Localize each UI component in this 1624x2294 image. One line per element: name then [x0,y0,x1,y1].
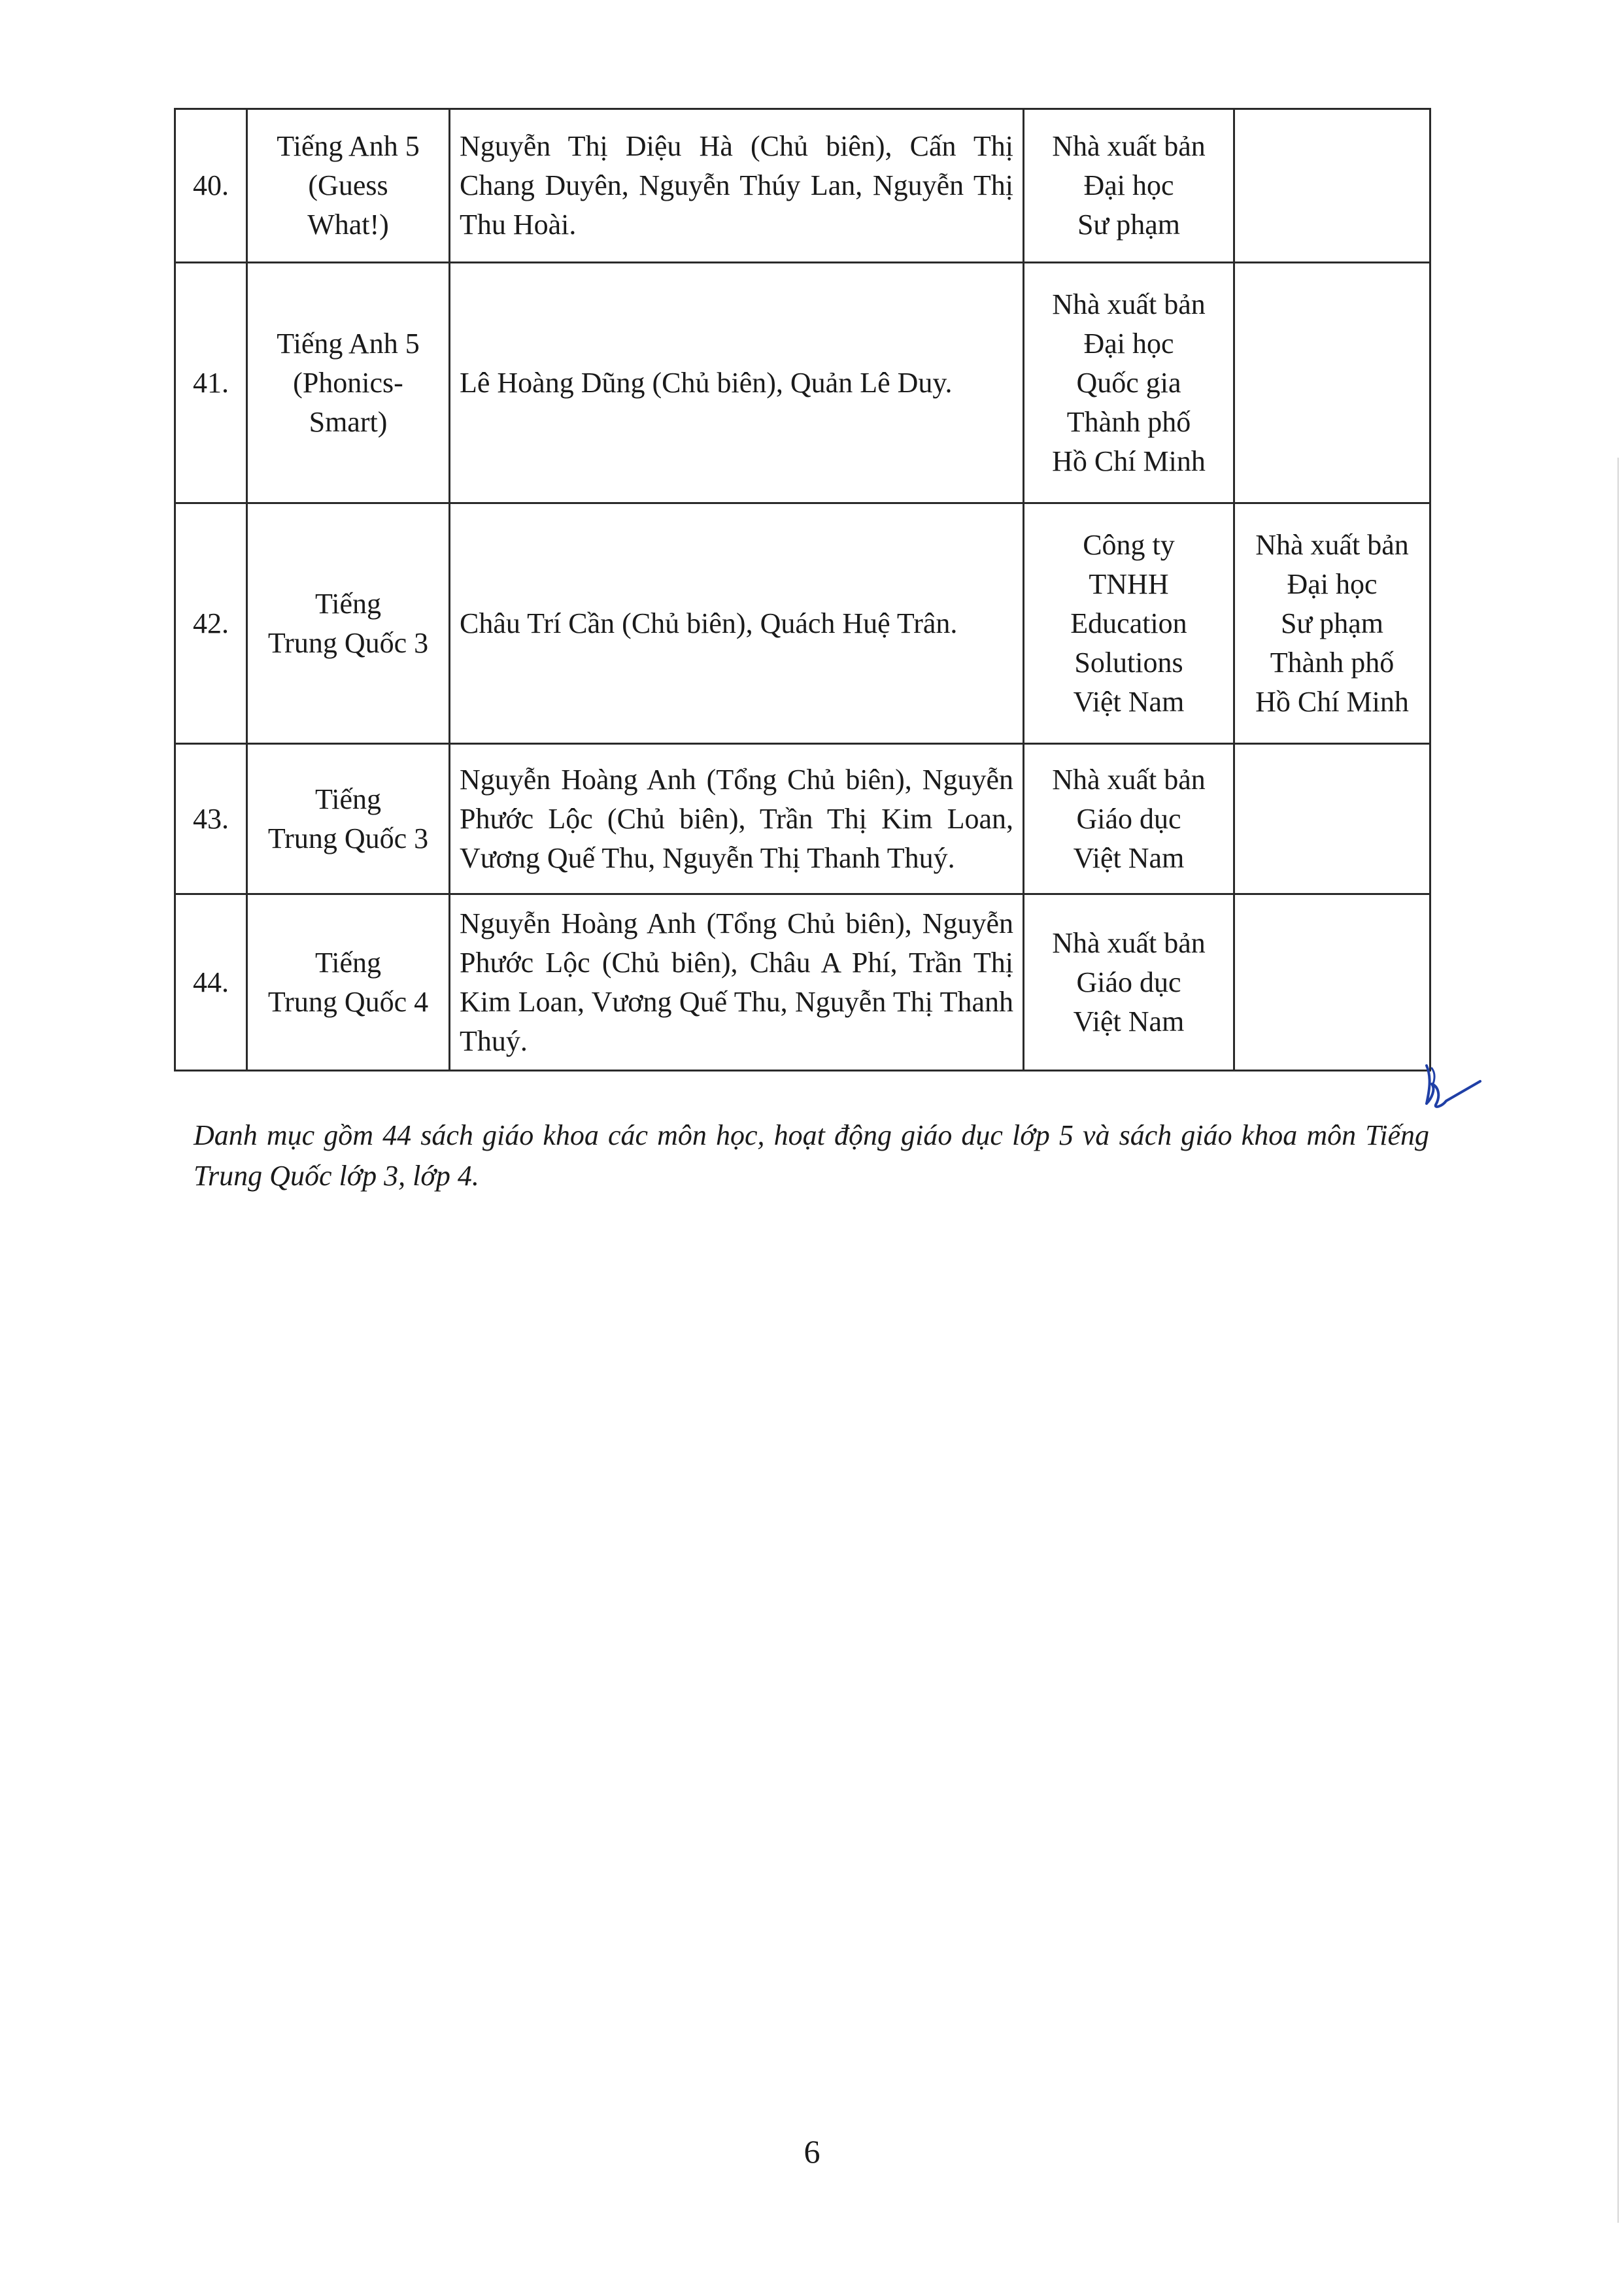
book-authors: Lê Hoàng Dũng (Chủ biên), Quản Lê Duy. [450,263,1024,503]
publisher-line: Việt Nam [1073,841,1185,874]
book-title [247,744,450,894]
book-title [247,263,450,503]
row-number: 40. [175,109,247,263]
title-line: Tiếng Anh 5 [277,130,420,162]
table-row [175,263,1430,503]
publisher-line: Đại học [1083,327,1174,360]
row-number: 43. [175,744,247,894]
scan-margin-line [1617,458,1619,2223]
signature-initials-icon [1412,1058,1484,1117]
book-title [247,503,450,744]
title-line: Tiếng Anh 5 [277,327,420,360]
title-line: (Phonics- [293,366,403,399]
note-line: Thành phố [1270,646,1395,679]
title-line: (Guess [308,169,388,201]
page-number: 6 [804,2133,820,2170]
note-cell [1234,744,1430,894]
row-number: 44. [175,894,247,1071]
title-line: Tiếng [314,587,382,620]
textbook-table [174,108,1431,1071]
publisher-line: Công ty [1083,528,1175,561]
note-line: Đại học [1287,567,1378,600]
publisher [1024,109,1234,263]
publisher-line: Nhà xuất bản [1052,926,1206,959]
publisher-line: Nhà xuất bản [1052,763,1206,796]
publisher [1024,744,1234,894]
title-line: Smart) [309,405,388,438]
title-line: Trung Quốc 3 [267,626,429,659]
title-line: Tiếng [314,946,382,979]
note-cell [1234,503,1430,744]
publisher-line: Giáo dục [1076,802,1181,835]
note-cell [1234,109,1430,263]
title-line: Tiếng [314,783,382,815]
table-row [175,109,1430,263]
publisher-line: Nhà xuất bản [1052,288,1206,320]
book-authors: Nguyễn Thị Diệu Hà (Chủ biên), Cấn Thị Chang Duyên, Nguyễn Thúy Lan, Nguyễn Thị Thu Hoài. [450,109,1024,263]
publisher-line: TNHH [1089,567,1169,600]
publisher-line: Thành phố [1066,405,1191,438]
table-row [175,503,1430,744]
note-line: Sư phạm [1280,607,1384,639]
title-line: Trung Quốc 3 [267,822,429,854]
book-title [247,109,450,263]
publisher-line: Solutions [1074,646,1183,679]
book-authors: Châu Trí Cần (Chủ biên), Quách Huệ Trân. [450,503,1024,744]
row-number: 42. [175,503,247,744]
table-row [175,894,1430,1071]
table-body [175,109,1430,1071]
publisher-line: Đại học [1083,169,1174,201]
note-line: Hồ Chí Minh [1255,685,1409,718]
publisher-line: Giáo dục [1076,966,1181,998]
publisher-line: Sư phạm [1077,209,1181,241]
publisher [1024,503,1234,744]
publisher [1024,894,1234,1071]
note-cell [1234,263,1430,503]
book-title [247,894,450,1071]
book-authors: Nguyễn Hoàng Anh (Tổng Chủ biên), Nguyễn Phước Lộc (Chủ biên), Châu A Phí, Trần Thị Kim Loan, Vương Quế Thu, Nguyễn Thị Thanh Thuý. [450,894,1024,1071]
catalog-footnote: Danh mục gồm 44 sách giáo khoa các môn học, hoạt động giáo dục lớp 5 và sách giáo khoa môn Tiếng Trung Quốc lớp 3, lớp 4. [194,1119,1429,1192]
publisher-line: Việt Nam [1073,1005,1185,1037]
title-line: Trung Quốc 4 [267,985,429,1018]
publisher-line: Nhà xuất bản [1052,130,1206,162]
publisher-line: Việt Nam [1073,685,1185,718]
title-line: What!) [307,209,389,241]
table-row [175,744,1430,894]
book-authors: Nguyễn Hoàng Anh (Tổng Chủ biên), Nguyễn Phước Lộc (Chủ biên), Trần Thị Kim Loan, Vương Quế Thu, Nguyễn Thị Thanh Thuý. [450,744,1024,894]
publisher-line: Education [1070,607,1187,639]
publisher-line: Hồ Chí Minh [1052,445,1206,477]
note-cell [1234,894,1430,1071]
note-line: Nhà xuất bản [1255,528,1409,561]
row-number: 41. [175,263,247,503]
publisher-line: Quốc gia [1076,366,1181,399]
publisher [1024,263,1234,503]
